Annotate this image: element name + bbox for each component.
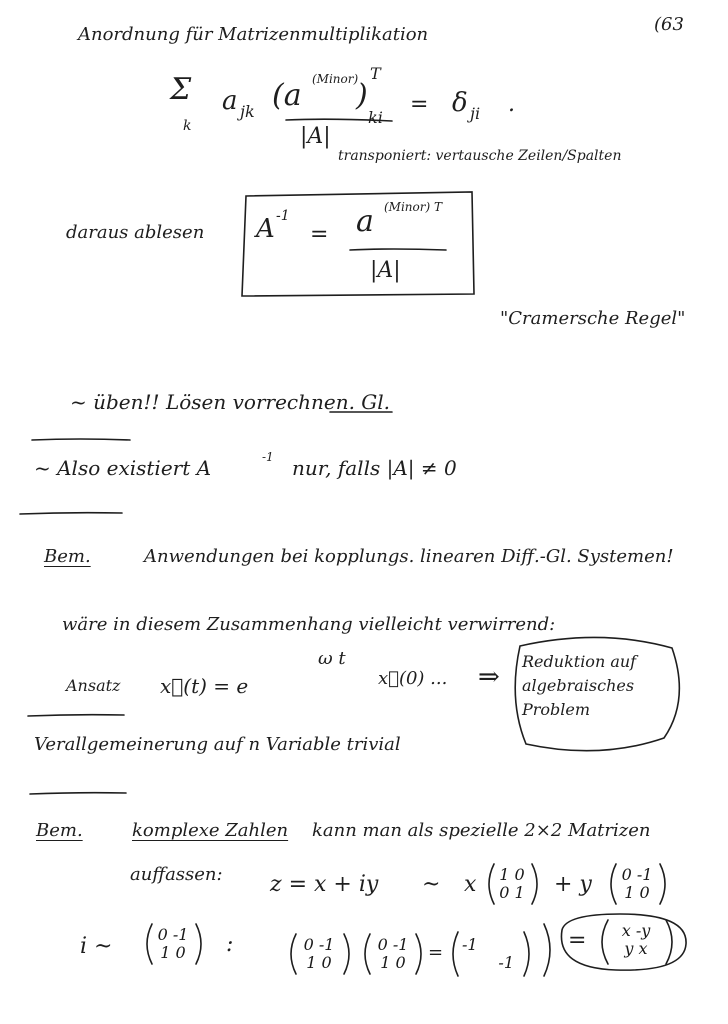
inverse-box bbox=[242, 192, 474, 296]
reduction-bubble bbox=[515, 637, 679, 750]
remark-label-2: Bem. bbox=[36, 820, 83, 841]
result-paren-right bbox=[524, 932, 529, 976]
identity-paren-right bbox=[532, 864, 537, 904]
product-matrix-2-row-2: 1 0 bbox=[380, 953, 406, 972]
result-paren-left bbox=[453, 932, 458, 976]
page-title: Anordnung für Matrizenmultiplikation bbox=[78, 24, 429, 45]
separator-1 bbox=[32, 439, 130, 440]
complex-lhs: z = x + iy bbox=[270, 872, 379, 897]
rotation-paren-right bbox=[660, 864, 665, 904]
sum-fraction-bar bbox=[286, 119, 392, 121]
final-row-2: y x bbox=[624, 939, 648, 958]
result-row-1: -1 bbox=[462, 935, 478, 954]
separator-3 bbox=[28, 715, 124, 716]
inverse-denominator: |A| bbox=[370, 258, 401, 283]
ansatz-x0: x⃗(0) ... bbox=[378, 668, 448, 689]
complex-x: x bbox=[464, 872, 477, 897]
i-matrix-row-1: 0 -1 bbox=[157, 925, 189, 944]
i-lhs: i ~ bbox=[80, 934, 113, 959]
i-matrix-row-2: 1 0 bbox=[160, 943, 186, 962]
transpose-mark: T bbox=[370, 64, 381, 83]
product-equals: = bbox=[428, 942, 444, 963]
product-matrix-1-row-2: 1 0 bbox=[306, 953, 332, 972]
cramer-rule-label: "Cramersche Regel" bbox=[500, 308, 686, 329]
product-matrix-2-row-1: 0 -1 bbox=[377, 935, 409, 954]
implies-arrow-icon: ⇒ bbox=[478, 662, 500, 692]
product-matrix-1-row-1: 0 -1 bbox=[303, 935, 335, 954]
term-a-sub: jk bbox=[240, 102, 255, 121]
result-paren-right-2 bbox=[544, 924, 550, 976]
rotation-paren-left bbox=[611, 864, 616, 904]
inverse-fraction-bar bbox=[350, 249, 446, 250]
identity-row-2: 0 1 bbox=[499, 883, 525, 902]
kronecker-delta: δ bbox=[452, 88, 468, 118]
identity-row-1: 1 0 bbox=[499, 865, 525, 884]
remark-text-2: kann man als spezielle 2×2 Matrizen bbox=[312, 820, 651, 841]
existence-rest: nur, falls |A| ≠ 0 bbox=[292, 456, 457, 480]
generalization-line: Verallgemeinerung auf n Variable trivial bbox=[34, 734, 401, 755]
final-equals: = bbox=[568, 928, 587, 953]
ansatz-formula: x⃗(t) = e bbox=[160, 674, 249, 698]
inverse-lhs-sup: -1 bbox=[276, 208, 290, 224]
rotation-row-1: 0 -1 bbox=[621, 865, 653, 884]
inverse-lhs: A bbox=[256, 214, 275, 244]
i-matrix-paren-left bbox=[147, 924, 152, 964]
inverse-num-sup: (Minor) T bbox=[384, 200, 442, 214]
minor-close: ) bbox=[356, 78, 368, 113]
m1-paren-right bbox=[344, 934, 349, 974]
existence-sup: -1 bbox=[262, 450, 274, 464]
rotation-row-2: 1 0 bbox=[624, 883, 650, 902]
separator-4 bbox=[30, 793, 126, 794]
minor-sub: ki bbox=[368, 108, 383, 127]
result-row-2: -1 bbox=[498, 953, 514, 972]
page-number: (63 bbox=[654, 14, 684, 35]
sum-symbol: Σ bbox=[170, 72, 192, 107]
transpose-note: transponiert: vertausche Zeilen/Spalten bbox=[338, 148, 622, 164]
confusing-line: wäre in diesem Zusammenhang vielleicht verwirrend: bbox=[62, 614, 556, 635]
equals-sign: = bbox=[410, 92, 429, 117]
final-row-1: x -y bbox=[621, 921, 651, 940]
term-a: a bbox=[222, 86, 238, 116]
final-paren-right bbox=[666, 920, 672, 964]
formula-period: . bbox=[508, 92, 515, 117]
m2-paren-left bbox=[365, 934, 370, 974]
inverse-numerator: a bbox=[356, 204, 374, 239]
i-colon: : bbox=[226, 932, 234, 957]
ansatz-label: Ansatz bbox=[66, 676, 121, 695]
delta-sub: ji bbox=[470, 104, 481, 123]
remark-text-1: Anwendungen bei kopplungs. linearen Diff.-Gl. Systemen! bbox=[144, 546, 674, 567]
final-paren-left bbox=[602, 920, 608, 964]
complex-numbers-term: komplexe Zahlen bbox=[132, 820, 289, 841]
minor-sup: (Minor) bbox=[312, 72, 359, 86]
practice-line: ~ üben!! Lösen vorrechnen. Gl. bbox=[70, 390, 391, 414]
m2-paren-right bbox=[416, 934, 421, 974]
ansatz-exponent: ω t bbox=[318, 648, 346, 669]
minor-base: (a bbox=[272, 78, 302, 113]
i-matrix-paren-right bbox=[196, 924, 201, 964]
separator-2 bbox=[20, 513, 122, 514]
sum-index: k bbox=[183, 118, 192, 134]
identity-paren-left bbox=[489, 864, 494, 904]
m1-paren-left bbox=[291, 934, 296, 974]
existence-text: ~ Also existiert A bbox=[34, 456, 212, 480]
remark-label-1: Bem. bbox=[44, 546, 91, 567]
inverse-equals: = bbox=[310, 222, 329, 247]
complex-sim: ~ bbox=[422, 872, 441, 897]
remark-text-2-line2: auffassen: bbox=[130, 864, 223, 885]
reduction-note: Reduktion auf algebraisches Problem bbox=[522, 652, 637, 719]
det-denominator: |A| bbox=[300, 124, 331, 149]
derive-label: daraus ablesen bbox=[66, 222, 205, 243]
complex-plus-y: + y bbox=[554, 872, 592, 897]
